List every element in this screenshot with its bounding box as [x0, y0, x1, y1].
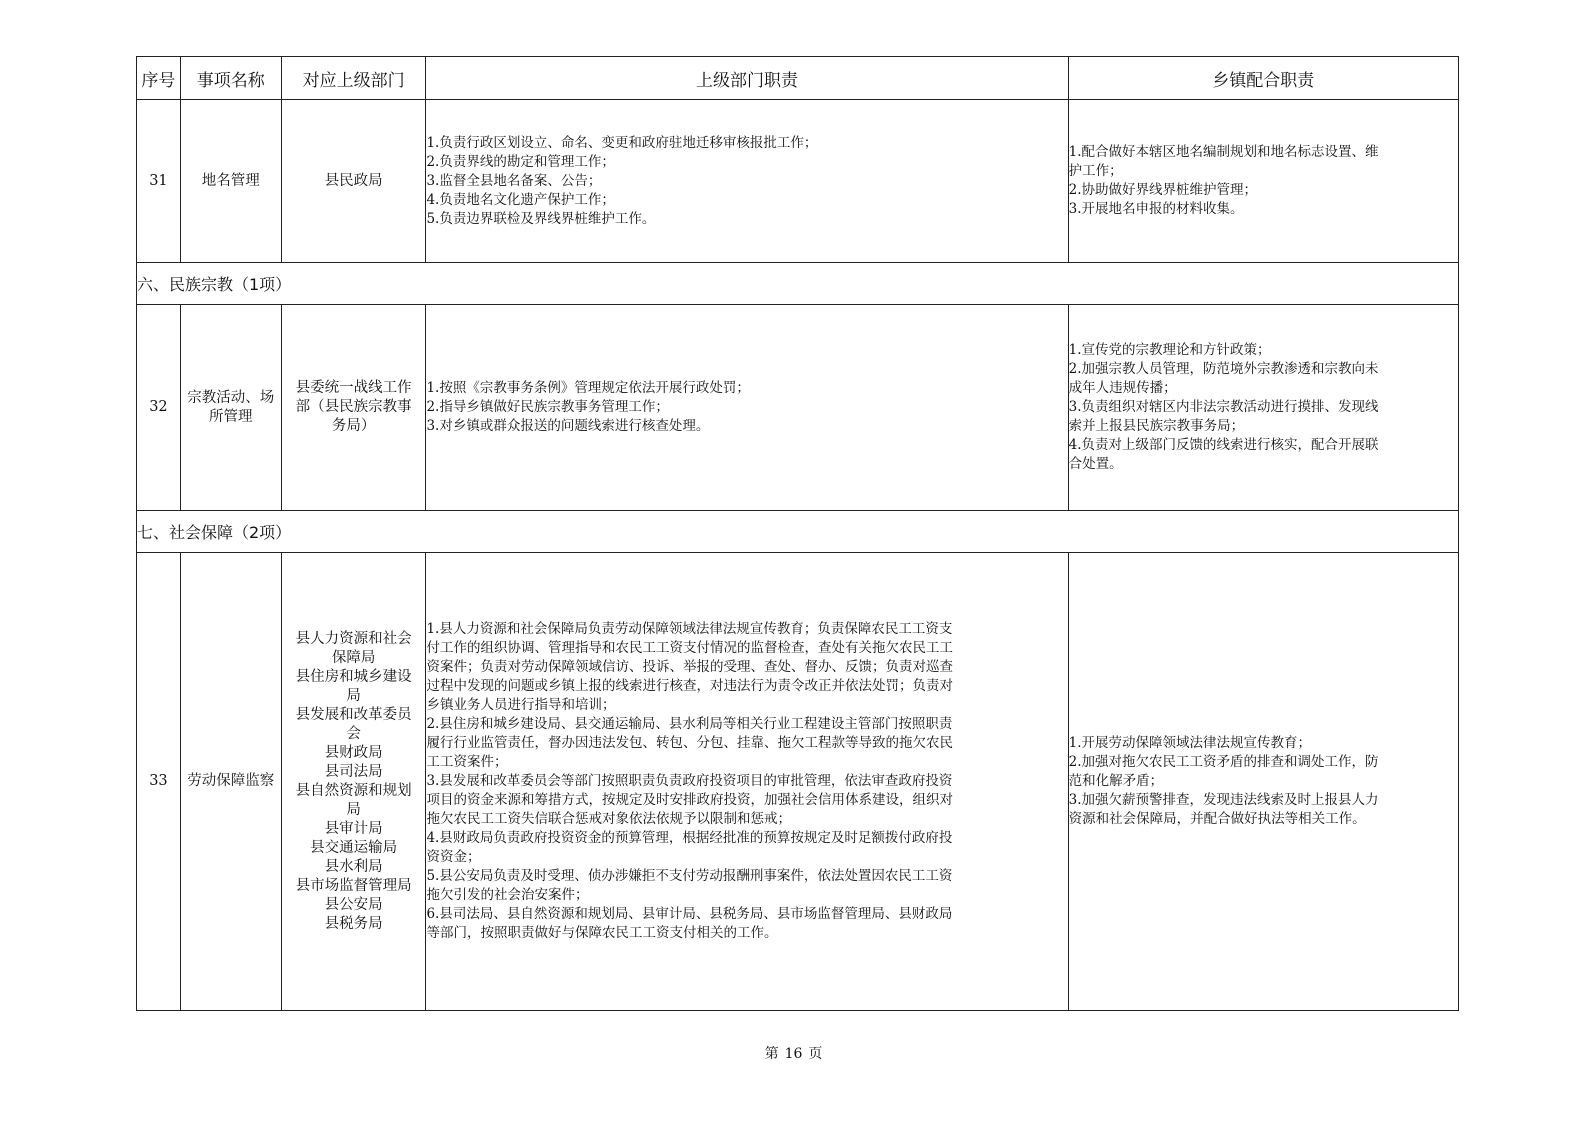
item-name: 劳动保障监察: [180, 553, 281, 1011]
dept-line: 县税务局: [324, 915, 383, 932]
duty-line: 1.开展劳动保障领域法律法规宣传教育；: [1068, 735, 1311, 751]
duty-line: 3.开展地名申报的材料收集。: [1068, 201, 1244, 217]
row-number: 32: [137, 305, 181, 511]
duty-line: 3.对乡镇或群众报送的问题线索进行核查处理。: [426, 418, 710, 434]
table-row: [137, 305, 1459, 511]
town-duties: [1068, 100, 1458, 263]
duty-line: 合处置。: [1068, 456, 1123, 472]
duty-line: 乡镇业务人员进行指导和培训；: [426, 697, 616, 713]
duty-line: 3.加强欠薪预警排查，发现违法线索及时上报县人力: [1068, 792, 1379, 808]
header-upper: 上级部门职责: [426, 57, 1068, 100]
duty-line: 范和化解矛盾；: [1068, 773, 1164, 789]
dept-name: [281, 553, 426, 1011]
section-title: 六、民族宗教（1项）: [137, 263, 1459, 305]
page-footer: [0, 1043, 1587, 1063]
row-number: 33: [137, 553, 181, 1011]
item-name: 地名管理: [180, 100, 281, 263]
header-dept: 对应上级部门: [281, 57, 426, 100]
section-row: [137, 511, 1459, 553]
duty-line: 护工作；: [1068, 163, 1123, 179]
duty-line: 付工作的组织协调、管理指导和农民工工资支付情况的监督检查，查处有关拖欠农民工工: [426, 640, 953, 656]
duty-line: 等部门，按照职责做好与保障农民工工资支付相关的工作。: [426, 925, 778, 941]
duty-line: 资资金；: [426, 849, 481, 865]
duty-line: 1.负责行政区划设立、命名、变更和政府驻地迁移审核报批工作；: [426, 134, 818, 151]
table-row: [137, 553, 1459, 1011]
duty-line: 索并上报县民族宗教事务局；: [1068, 418, 1245, 434]
town-duties: [1068, 553, 1458, 1011]
dept-line: 县公安局: [324, 896, 383, 913]
dept-line: 县交通运输局: [310, 839, 398, 856]
dept-name: 县民政局: [281, 100, 426, 263]
page-prefix: 第: [764, 1046, 779, 1062]
duty-line: 资源和社会保障局，并配合做好执法等相关工作。: [1068, 811, 1366, 827]
section-row: [137, 263, 1459, 305]
duty-line: 2.指导乡镇做好民族宗教事务管理工作；: [426, 399, 669, 415]
duty-line: 拖欠引发的社会治安案件；: [426, 887, 589, 903]
dept-line: 局: [346, 687, 361, 704]
item-line: 宗教活动、场: [187, 389, 275, 406]
duty-line: 项目的资金来源和筹措方式，按规定及时安排政府投资，加强社会信用体系建设，组织对: [426, 792, 953, 808]
duty-line: 1.县人力资源和社会保障局负责劳动保障领域法律法规宣传教育；负责保障农民工工资支: [426, 621, 953, 637]
dept-line: 县人力资源和社会: [295, 630, 412, 647]
table-header-row: [137, 57, 1459, 100]
duty-line: 2.协助做好界线界桩维护管理；: [1068, 182, 1257, 198]
responsibility-table: [136, 56, 1459, 1011]
duty-line: 4.县财政局负责政府投资资金的预算管理，根据经批准的预算按规定及时足额拨付政府投: [426, 830, 953, 846]
duty-line: 成年人违规传播；: [1068, 380, 1177, 396]
item-line: 所管理: [209, 408, 253, 425]
duty-line: 1.宣传党的宗教理论和方针政策；: [1068, 342, 1271, 358]
page-number: 16: [784, 1046, 803, 1062]
dept-line: 部（县民族宗教事: [295, 399, 412, 415]
dept-line: 县市场监督管理局: [295, 877, 412, 894]
dept-line: 局: [346, 801, 361, 818]
page-suffix: 页: [808, 1046, 823, 1062]
duty-line: 5.负责边界联检及界线界桩维护工作。: [426, 210, 656, 227]
dept-line: 县水利局: [324, 858, 383, 875]
duty-line: 2.县住房和城乡建设局、县交通运输局、县水利局等相关行业工程建设主管部门按照职责: [426, 716, 953, 732]
table-row: [137, 100, 1459, 263]
duty-line: 2.加强宗教人员管理，防范境外宗教渗透和宗教向未: [1068, 361, 1379, 377]
duty-line: 4.负责地名文化遗产保护工作；: [426, 191, 615, 208]
duty-line: 3.负责组织对辖区内非法宗教活动进行摸排、发现线: [1068, 399, 1379, 415]
header-no: 序号: [137, 57, 181, 100]
upper-duties: [426, 305, 1068, 511]
duty-line: 1.按照《宗教事务条例》管理规定依法开展行政处罚；: [426, 380, 750, 396]
dept-line: 会: [346, 725, 361, 742]
dept-line: 县司法局: [324, 763, 383, 780]
dept-line: 务局）: [331, 418, 376, 434]
header-item: 事项名称: [180, 57, 281, 100]
duty-line: 6.县司法局、县自然资源和规划局、县审计局、县税务局、县市场监督管理局、县财政局: [426, 906, 953, 922]
dept-name: [281, 305, 426, 511]
duty-line: 工工资案件；: [426, 754, 508, 770]
upper-duties: [426, 553, 1068, 1011]
dept-line: 县委统一战线工作: [295, 380, 412, 396]
duty-line: 3.县发展和改革委员会等部门按照职责负责政府投资项目的审批管理，依法审查政府投资: [426, 773, 953, 789]
duty-line: 1.配合做好本辖区地名编制规划和地名标志设置、维: [1068, 144, 1379, 160]
dept-line: 县审计局: [324, 820, 383, 837]
duty-line: 5.县公安局负责及时受理、侦办涉嫌拒不支付劳动报酬刑事案件，依法处置因农民工工资: [426, 868, 953, 884]
upper-duties: [426, 100, 1068, 263]
item-name: [180, 305, 281, 511]
duty-line: 资案件；负责对劳动保障领域信访、投诉、举报的受理、查处、督办、反馈；负责对巡查: [426, 659, 953, 675]
duty-line: 拖欠农民工工资失信联合惩戒对象依法依规予以限制和惩戒；: [426, 811, 791, 827]
duty-line: 4.负责对上级部门反馈的线索进行核实，配合开展联: [1068, 437, 1379, 453]
town-duties: [1068, 305, 1458, 511]
row-number: 31: [137, 100, 181, 263]
duty-line: 2.负责界线的勘定和管理工作；: [426, 153, 615, 170]
duty-line: 过程中发现的问题或乡镇上报的线索进行核查，对违法行为责令改正并依法处罚；负责对: [426, 678, 953, 694]
dept-line: 县住房和城乡建设: [295, 668, 412, 685]
duty-line: 履行行业监管责任，督办因违法发包、转包、分包、挂靠、拖欠工程款等导致的拖欠农民: [426, 735, 953, 751]
header-town: 乡镇配合职责: [1068, 57, 1458, 100]
dept-line: 县自然资源和规划: [295, 782, 412, 799]
section-title: 七、社会保障（2项）: [137, 511, 1459, 553]
dept-line: 县发展和改革委员: [295, 706, 412, 723]
dept-line: 保障局: [331, 649, 376, 666]
dept-line: 县财政局: [324, 744, 383, 761]
duty-line: 2.加强对拖欠农民工工资矛盾的排查和调处工作，防: [1068, 754, 1379, 770]
duty-line: 3.监督全县地名备案、公告；: [426, 172, 602, 189]
